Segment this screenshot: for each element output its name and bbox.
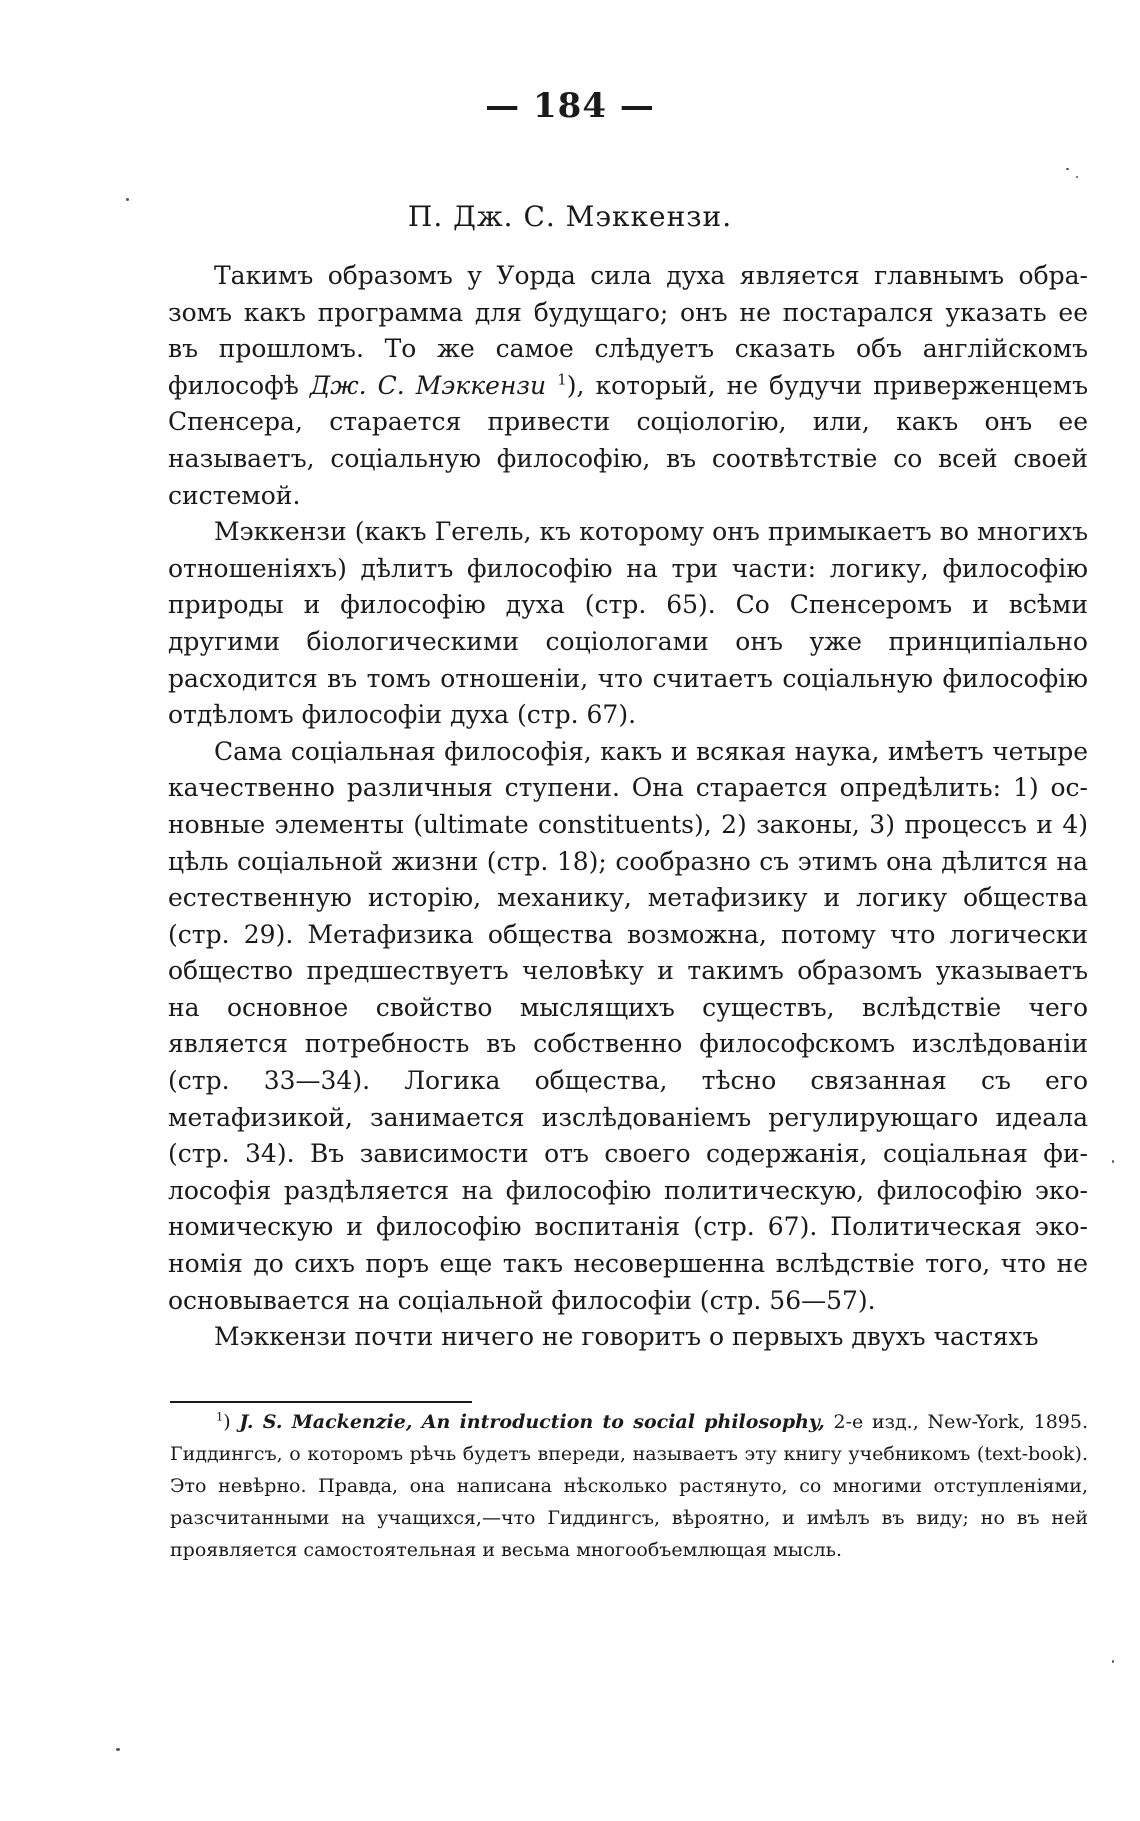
author-name: Дж. С. Мэккензи: [309, 370, 547, 400]
scan-speck: [1076, 176, 1078, 178]
paragraph-2: Мэккензи (какъ Гегель, къ которому онъ примыкаетъ во многихъ отношеніяхъ) дѣлитъ философію на три части: логику, философію природы и философію духа (стр. 65). Со Спенсеромъ и всѣми другими біологическими соціологами онъ уже принципіально расходится въ томъ отношеніи, что считаетъ соціальную философію отдѣломъ философіи духа (стр. 67).: [168, 517, 1088, 730]
paragraph-3: Сама соціальная философія, какъ и всякая наука, имѣетъ четыре качественно различныя ступени. Она старается опредѣлить: 1) основные элементы (ultimate constituents), 2) законы, 3) процессъ и 4) цѣль соціальной жизни (стр. 18); сообразно съ этимъ она дѣлится на естественную исторію, механику, метафизику и логику общества (стр. 29). Метафизика общества возможна, потому что логически общество предшествуетъ человѣку и такимъ образомъ указываетъ на основное свойство мыслящихъ существъ, вслѣдствіе чего является потребность въ собственно философскомъ изслѣдованіи (стр. 33—34). Логика общества, тѣсно связанная съ его метафизикой, занимается изслѣдованіемъ регулирующаго идеала (стр. 34). Въ зависимости отъ своего содержанія, соціальная философія раздѣляется на философію политическую, философію экономическую и философію воспитанія (стр. 67). Политическая экономія до сихъ поръ еще такъ несовершенна вслѣдствіе того, что не основывается на соціальной философіи (стр. 56—57).: [168, 736, 1088, 1315]
paragraph-1: [168, 258, 1088, 514]
paragraph-1-text-b: ), который, не будучи приверженцемъ Спенсера, старается привести соціологію, или, какъ онъ ее называетъ, соціальную философію, въ соотвѣтствіе со всей своей системой.: [168, 370, 1089, 510]
scan-speck: [116, 1748, 120, 1751]
scan-speck: [1112, 1660, 1114, 1663]
footnote-marker-close: ): [223, 1411, 240, 1433]
footnote-paragraph: [170, 1406, 1088, 1566]
paragraph-4: Мэккензи почти ничего не говоритъ о первыхъ двухъ частяхъ: [214, 1322, 1039, 1352]
footnote: [170, 1406, 1088, 1566]
footnote-marker: 1: [216, 1409, 224, 1424]
body-text: [168, 258, 1088, 1356]
footnote-divider: [170, 1401, 472, 1403]
footnote-citation: J. S. Mackenzie, An introduction to social philosophy,: [239, 1411, 825, 1433]
scan-speck: [126, 198, 129, 201]
footnote-reference: 1: [557, 370, 567, 389]
scan-speck: [1066, 168, 1069, 170]
scan-speck: [1112, 1160, 1114, 1163]
section-title: П. Дж. С. Мэккензи.: [407, 200, 733, 233]
footnote-text: 2-е изд., New-York, 1895. Гиддингсъ, о которомъ рѣчь будетъ впереди, называетъ эту книгу учебникомъ (text-book). Это невѣрно. Правда, она написана нѣсколько растянуто, со многими отступленіями, разсчитанными на учащихся,—что Гиддингсъ, вѣроятно, и имѣлъ въ виду; но въ ней проявляется самостоятельная и весьма многообъемлющая мысль.: [170, 1411, 1089, 1561]
paragraph-1-text-a: Такимъ образомъ у Уорда сила духа является главнымъ образомъ какъ программа для будущаго; онъ не постарался указать ее въ прошломъ. То же самое слѣдуетъ сказать объ англійскомъ философѣ: [168, 261, 1088, 400]
page-number: — 184 —: [485, 86, 655, 126]
